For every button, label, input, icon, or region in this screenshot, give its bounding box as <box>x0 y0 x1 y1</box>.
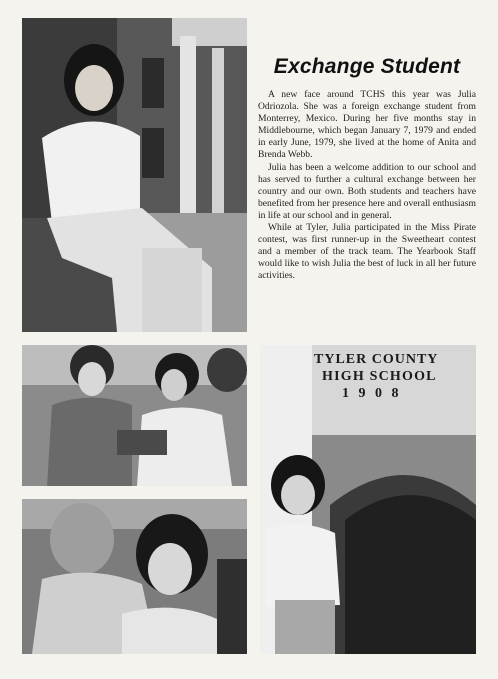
school-sign-line-1: TYLER COUNTY <box>314 352 439 367</box>
photo-group-students <box>22 345 247 486</box>
article-paragraph-1: A new face around TCHS this year was Julia Odriozola. She was a foreign exchange student from Monterrey, Mexico. During her five months stay in Middlebourne, which began January 7, 1979 and ended in early June, 1979, she lived at the home of Anita and Brenda Webb. <box>258 89 476 161</box>
school-sign <box>312 351 476 402</box>
article-paragraph-3: While at Tyler, Julia participated in the Miss Pirate contest, was first runner-up in the Sweetheart contest and a member of the track team. The Yearbook Staff would like to wish Julia the best of luck in all her future activities. <box>258 222 476 282</box>
photo-student-seated <box>22 18 247 332</box>
photo-hug <box>22 499 247 654</box>
school-sign-line-3: 1 9 0 8 <box>342 386 402 401</box>
school-sign-line-2: HIGH SCHOOL <box>322 369 437 384</box>
article-title: Exchange Student <box>273 55 461 78</box>
article <box>258 55 476 283</box>
article-paragraph-2: Julia has been a welcome addition to our school and has served to further a cultural exchange between her country and our own. Both students and teachers have benefited from her presence here and overall enthusiasm in life at our school and in general. <box>258 161 476 221</box>
photo-school-entrance <box>260 345 476 654</box>
